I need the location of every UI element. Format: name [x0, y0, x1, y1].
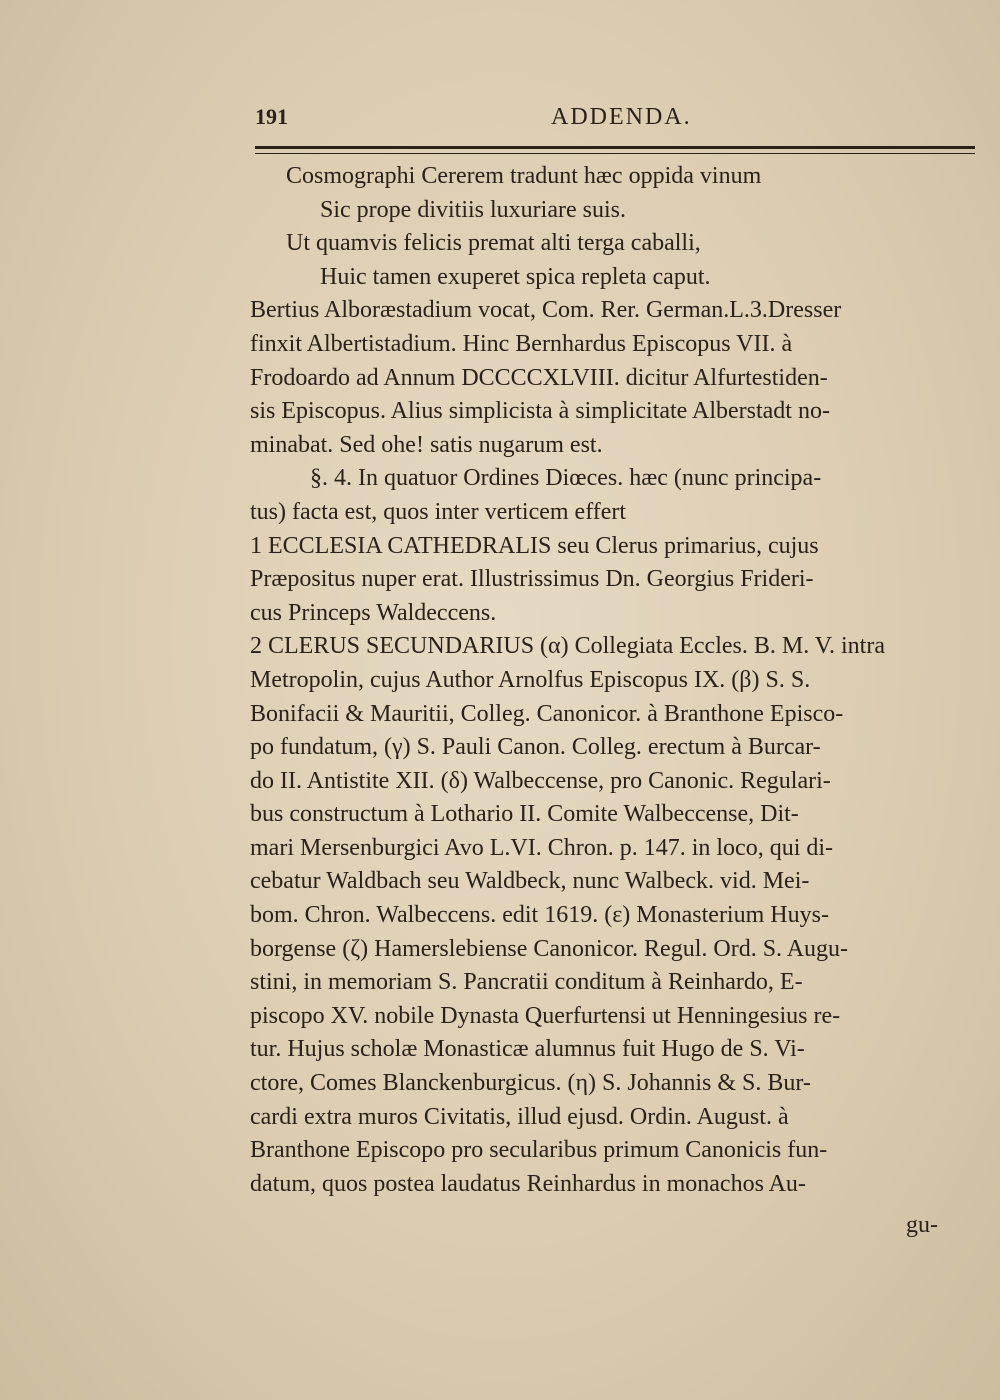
page-number: 191 [255, 104, 288, 129]
text-line: Frodoardo ad Annum DCCCCXLVIII. dicitur Alfurtestiden- [250, 364, 828, 391]
text-line: finxit Albertistadium. Hinc Bernhardus Episcopus VII. à [250, 330, 793, 357]
body-text [250, 160, 982, 1243]
text-line: stini, in memoriam S. Pancratii conditum à Reinhardo, E- [250, 969, 803, 996]
text-line: cus Princeps Waldeccens. [250, 599, 497, 626]
text-line: cardi extra muros Civitatis, illud ejusd. Ordin. August. à [250, 1103, 789, 1130]
text-line: ctore, Comes Blanckenburgicus. (η) S. Johannis & S. Bur- [250, 1070, 811, 1097]
text-line: §. 4. In quatuor Ordines Diœces. hæc (nunc principa- [310, 465, 822, 492]
text-line: borgense (ζ) Hamerslebiense Canonicor. Regul. Ord. S. Augu- [250, 935, 849, 962]
text-line: Huic tamen exuperet spica repleta caput. [320, 263, 711, 290]
page-header [255, 100, 975, 140]
text-line: Sic prope divitiis luxuriare suis. [320, 196, 626, 223]
text-line: Præpositus nuper erat. Illustrissimus Dn. Georgius Frideri- [250, 566, 814, 593]
text-line: sis Episcopus. Alius simplicista à simplicitate Alberstadt no- [250, 398, 830, 425]
text-line: Ut quamvis felicis premat alti terga caballi, [286, 230, 701, 257]
text-line: do II. Antistite XII. (δ) Walbeccense, pro Canonic. Regulari- [250, 767, 831, 794]
text-line: Branthone Episcopo pro secularibus primum Canonicis fun- [250, 1137, 828, 1164]
text-line: po fundatum, (γ) S. Pauli Canon. Colleg. erectum à Burcar- [250, 734, 821, 761]
text-line: datum, quos postea laudatus Reinhardus in monachos Au- [250, 1170, 806, 1197]
text-line: Cosmographi Cererem tradunt hæc oppida vinum [286, 163, 762, 189]
text-line: 2 CLERUS SECUNDARIUS (α) Collegiata Eccles. B. M. V. intra [250, 633, 885, 660]
header-rule [255, 146, 975, 154]
catchword: gu- [906, 1212, 938, 1239]
text-line: cebatur Waldbach seu Waldbeck, nunc Walbeck. vid. Mei- [250, 868, 810, 895]
text-line: minabat. Sed ohe! satis nugarum est. [250, 431, 603, 458]
text-line: 1 ECCLESIA CATHEDRALIS seu Clerus primarius, cujus [250, 532, 819, 559]
text-line: Bonifacii & Mauritii, Colleg. Canonicor. à Branthone Episco- [250, 700, 844, 727]
running-head: ADDENDA. [551, 104, 692, 130]
text-line: bom. Chron. Walbeccens. edit 1619. (ε) Monasterium Huys- [250, 902, 829, 929]
text-line: tur. Hujus scholæ Monasticæ alumnus fuit Hugo de S. Vi- [250, 1036, 805, 1063]
text-line: tus) facta est, quos inter verticem effert [250, 498, 627, 525]
text-line: mari Mersenburgici Avo L.VI. Chron. p. 147. in loco, qui di- [250, 834, 834, 861]
text-line: piscopo XV. nobile Dynasta Querfurtensi ut Henningesius re- [250, 1002, 841, 1029]
text-line: bus constructum à Lothario II. Comite Walbeccense, Dit- [250, 801, 799, 828]
text-line: Metropolin, cujus Author Arnolfus Episcopus IX. (β) S. S. [250, 666, 811, 693]
text-line: Bertius Alboræstadium vocat, Com. Rer. German.L.3.Dresser [250, 297, 842, 324]
